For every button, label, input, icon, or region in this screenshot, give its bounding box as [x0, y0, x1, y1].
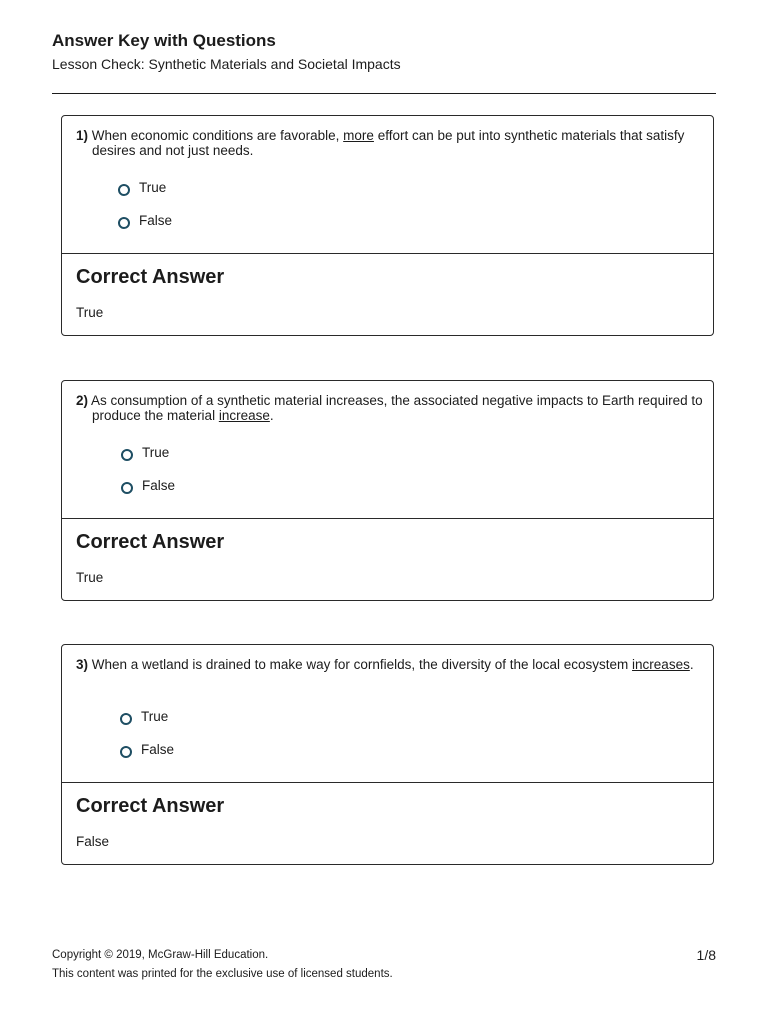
option-label: False: [142, 478, 176, 493]
option-label: False: [139, 213, 173, 228]
page-footer: [52, 946, 716, 984]
question-text-part: When a wetland is drained to make way for cornfields, the diversity of the local ecosystem: [91, 657, 633, 672]
option-label: False: [141, 742, 175, 757]
question-underlined-word: more: [343, 128, 374, 143]
question-number: 2): [76, 393, 89, 408]
document-header: [52, 30, 716, 73]
option-false[interactable]: [120, 742, 174, 757]
radio-button-icon[interactable]: [121, 482, 133, 494]
option-true[interactable]: [118, 180, 166, 195]
option-true[interactable]: [121, 445, 169, 460]
radio-button-icon[interactable]: [120, 746, 132, 758]
copyright-text: Copyright © 2019, McGraw-Hill Education.: [52, 949, 269, 961]
license-notice: This content was printed for the exclusive use of licensed students.: [52, 968, 393, 980]
option-label: True: [139, 180, 167, 195]
question-card-2: [61, 380, 714, 601]
correct-answer-heading: Correct Answer: [76, 266, 225, 288]
question-text-part: .: [689, 657, 694, 672]
header-divider: [52, 93, 716, 94]
radio-button-icon[interactable]: [121, 449, 133, 461]
question-section: [62, 381, 713, 519]
correct-answer-value: True: [76, 305, 104, 320]
radio-button-icon[interactable]: [120, 713, 132, 725]
correct-answer-value: True: [76, 570, 104, 585]
option-true[interactable]: [120, 709, 168, 724]
option-label: True: [141, 709, 169, 724]
option-label: True: [142, 445, 170, 460]
question-number: 3): [76, 657, 89, 672]
correct-answer-heading: Correct Answer: [76, 531, 225, 553]
question-text-part: As consumption of a synthetic material increases, the associated negative impacts to Earth required to produce the material: [91, 393, 703, 423]
question-underlined-word: increase: [218, 408, 270, 423]
question-section: [62, 645, 713, 783]
question-section: [62, 116, 713, 254]
question-text-part: When economic conditions are favorable,: [91, 128, 344, 143]
answer-section: [62, 519, 713, 600]
question-underlined-word: increases: [632, 657, 690, 672]
question-text-part: effort can be put into synthetic materials that satisfy desires and not just needs.: [92, 128, 685, 158]
page-number: 1/8: [696, 947, 716, 963]
correct-answer-heading: Correct Answer: [76, 795, 225, 817]
answer-section: [62, 254, 713, 335]
option-false[interactable]: [121, 478, 175, 493]
document-title: Answer Key with Questions: [52, 31, 276, 50]
radio-button-icon[interactable]: [118, 184, 130, 196]
answer-section: [62, 783, 713, 864]
question-text: [76, 393, 712, 423]
question-card-3: [61, 644, 714, 865]
question-card-1: [61, 115, 714, 336]
question-text: [76, 657, 712, 672]
radio-button-icon[interactable]: [118, 217, 130, 229]
question-text: [76, 128, 712, 158]
correct-answer-value: False: [76, 834, 110, 849]
document-subtitle: Lesson Check: Synthetic Materials and Societal Impacts: [52, 56, 401, 72]
question-text-part: .: [269, 408, 274, 423]
question-number: 1): [76, 128, 89, 143]
option-false[interactable]: [118, 213, 172, 228]
